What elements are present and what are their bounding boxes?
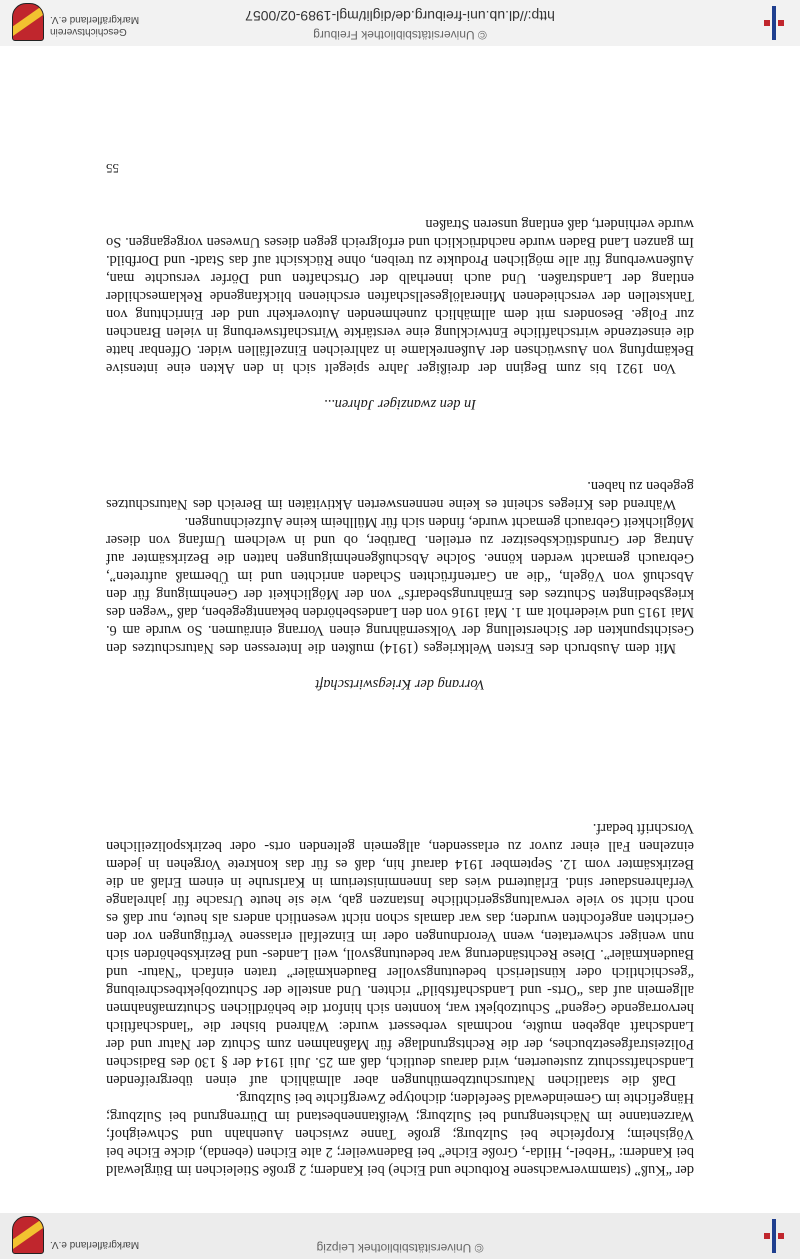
viewer-bottom-bar [0, 0, 800, 46]
wartime-paragraph: Während des Krieges scheint es keine nennenswerten Aktivitäten im Bereich des Naturschutzes gegeben zu haben. [106, 478, 694, 512]
body-text-top [106, 819, 694, 1179]
tree-list-paragraph: der “Kuß” (stammverwachsene Rotbuche und Eiche) bei Kandern; 2 große Stieleichen im Bürglewald bei Kandern: “Hebel-, Hilda-, Große Eiche” bei Badenweiler; 2 alte Eichen (ebenda), dicke Eiche bei Vögisheim; Kropfeiche bei Sulzburg; große Tanne zwischen Auenhahn und Schweighof; Warzentanne im Nächstengrund bei Sulzburg; Weißtannenbestand im Dürrengrund bei Sulzburg; Hängefichte im Gemeindewald Seefelden; dichotype Zwergfichte bei Sulzburg. [106, 1090, 694, 1178]
society-name: Markgräflerland e.V. [50, 1239, 140, 1250]
library-logo-icon [762, 6, 786, 40]
library-logo-icon [762, 1219, 786, 1253]
society-crest-icon [12, 3, 44, 41]
body-text-middle [106, 477, 694, 657]
section-heading-war-economy: Vorrang der Kriegswirtschaft [315, 676, 485, 692]
document-url-link[interactable]: http://dl.ub.uni-freiburg.de/diglit/mgl-1989-02/0057 [245, 8, 555, 24]
copyright-cut: © Universitätsbibliothek Leipzig [316, 1241, 484, 1255]
section-heading-twenties: In den zwanziger Jahren... [323, 396, 477, 412]
viewer-top-bar [0, 1213, 800, 1259]
world-war-paragraph: Mit dem Ausbruch des Ersten Weltkrieges (1914) mußten die Interessen des Naturschutzes den Gesichtspunkten der Sicherstellung der Volksernährung einen Vorrang einräumen. So wurde am 6. Mai 1915 und wiederholt am 1. Mai 1916 von den Landesbehörden bekanntgegeben, daß “wegen des kriegsbedingten Schutzes des Ernährungsbedarfs” von der Möglichkeit der Genehmigung für den Abschuß von Vögeln, “die an Gartenfrüchten Schaden anrichten und im Übermaß auftreten”, Gebrauch gemacht werden könne. Solche Abschußgenehmigungen hatten die Bezirksämter auf Antrag der Grundstücksbesitzer zu erteilen. Darüber, ob und in welchem Umfang von dieser Möglichkeit Gebrauch gemacht wurde, finden sich für Müllheim keine Aufzeichnungen. [106, 514, 694, 656]
advertising-paragraph: Von 1921 bis zum Beginn der dreißiger Jahre spiegelt sich in den Akten eine intensive Bekämpfung von Auswüchsen der Außenreklame in zahlreichen Einzelfällen wider. Offenbar hatte die einsetzende wirtschaftliche Entwicklung eine verstärkte Wirtschaftswerbung in vielen Branchen zur Folge. Besonders mit dem allmählich zunehmenden Autoverkehr und der Einrichtung von Tankstellen der verschiedenen Mineralölgesellschaften erschienen blickfangende Reklameschilder entlang der Landstraßen. Und auch innerhalb der Ortschaften und Dörfer versuchte man, Außenwerbung für alle möglichen Produkte zu treiben, ohne Rücksicht auf das Stadt- und Dorfbild. Im ganzen Land Baden wurde nachdrücklich und erfolgreich gegen dieses Unwesen vorgegangen. So wurde verhindert, daß entlang unseren Straßen [106, 216, 694, 376]
society-name: Geschichtsverein Markgräflerland e.V. [50, 14, 140, 37]
copyright-notice: © Universitätsbibliothek Freiburg [313, 28, 487, 42]
body-text-bottom [106, 215, 694, 377]
page-number: 55 [106, 161, 119, 176]
landscape-protection-paragraph: Daß die staatlichen Naturschutzbemühungen aber allmählich auf einen übergreifenden Landschaftsschutz zusteuerten, wird daraus deutlich, daß am 25. Juli 1914 der § 130 des Badischen Polizeistrafgesetzbuches, der die Rechtsgrundlage für Maßnahmen zum Schutz der Natur und der Landschaft abgeben mußte, nochmals verbessert wurde: Während bisher die “landschaftlich hervorragende Gegend” Schutzobjekt war, konnten sich hinfort die behördlichen Schutzmaßnahmen allgemein auf das “Orts- und Landschaftsbild” richten. Und anstelle der Schutzobjektbeschreibung “geschichtlich oder künstlerisch bedeutungsvoller Baudenkmäler” traten einfach “Natur- und Baudenkmäler”. Diese Rechtsänderung war bedeutungsvoll, weil Landes- und Bezirksbehörden sich nun weniger schwertaten, wenn Verordnungen oder im Einzelfall erlassene Verfügungen vor den Gerichten angefochten wurden; das war damals schon nicht wesentlich anders als heute, nur daß es noch nicht so viele verwaltungsgerichtliche Instanzen gab, wie sie heute Ursache für jahrelange Verfahrensdauer sind. Erläuternd wies das Innenministerium in Karlsruhe in einem Erlaß an die Bezirksämter vom 12. September 1914 darauf hin, daß es für das konkrete Vorgehen in jedem einzelnen Fall einer zuvor zu erlassenden, allgemein geltenden orts- oder bezirkspolizeilichen Vorschrift bedarf. [106, 820, 694, 1088]
society-crest-icon [12, 1216, 44, 1254]
